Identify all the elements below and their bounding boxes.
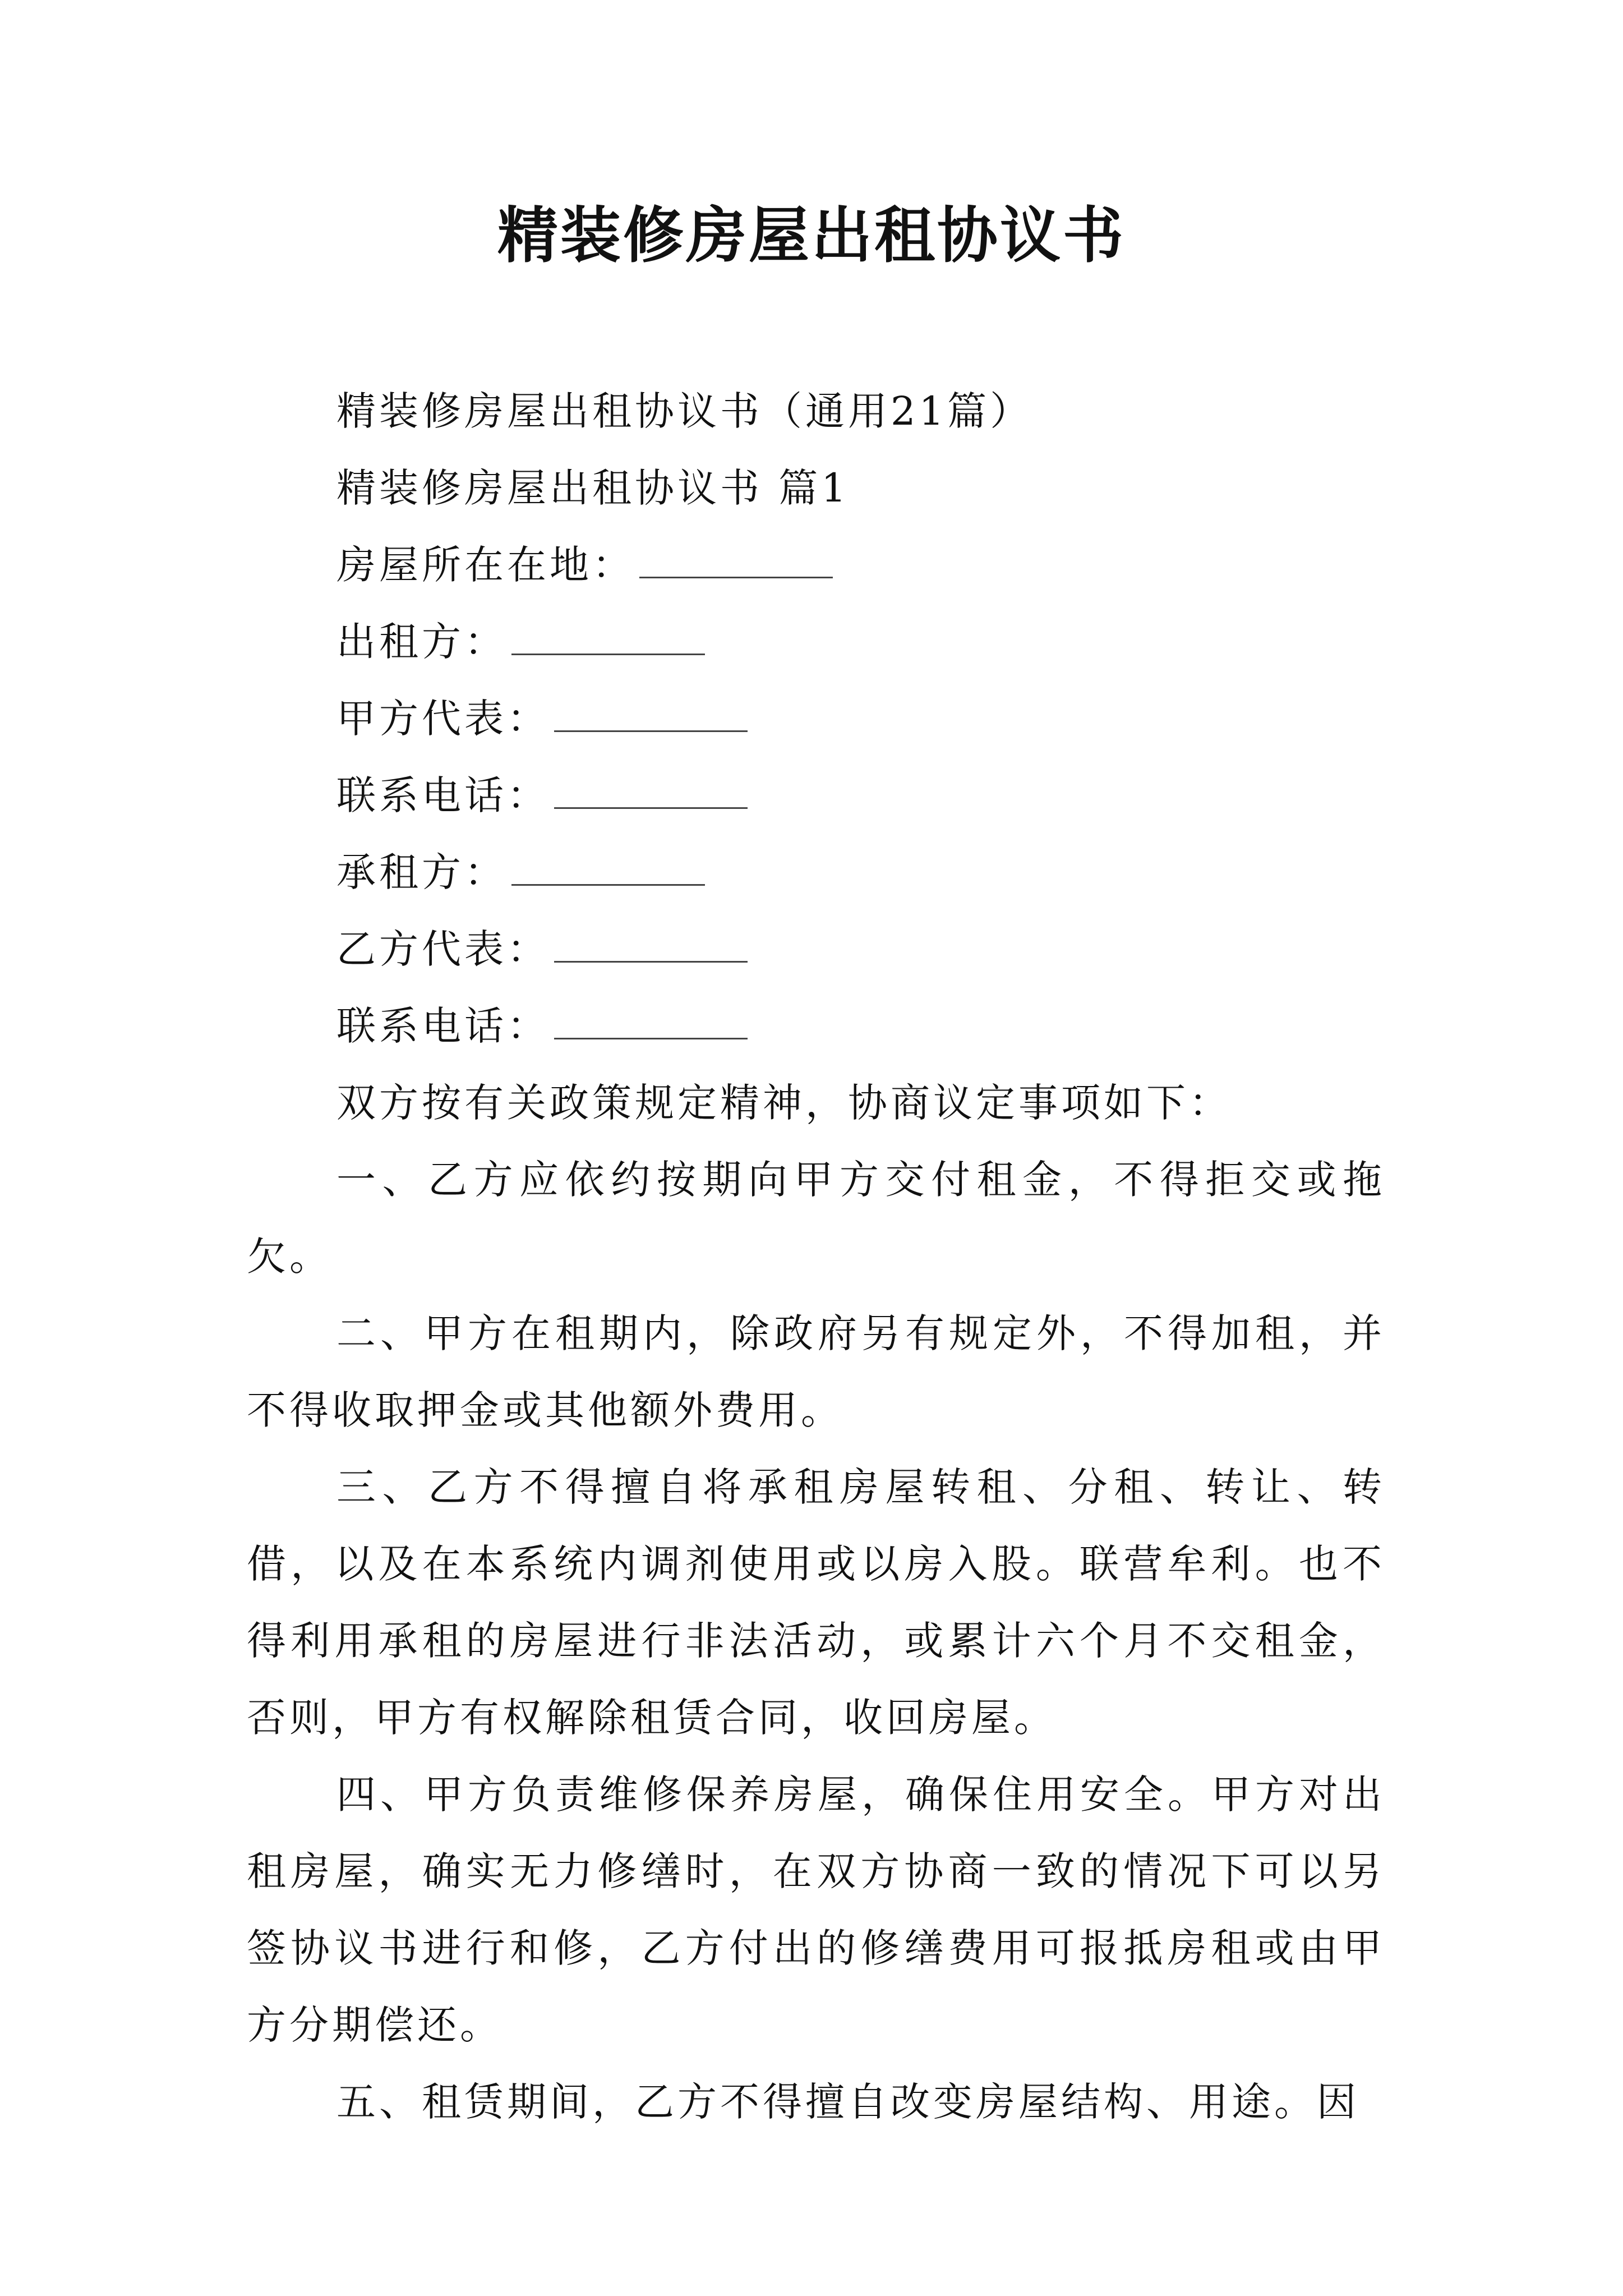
clause-3: 三、乙方不得擅自将承租房屋转租、分租、转让、转借，以及在本系统内调剂使用或以房入股。联营牟利。也不得利用承租的房屋进行非法活动，或累计六个月不交租金，否则，甲方有权解除租赁合同，收回房屋。 — [247, 1464, 1385, 1741]
field-lessee — [247, 834, 1385, 911]
field-label: 联系电话： — [336, 1003, 550, 1049]
field-lessor — [247, 604, 1385, 680]
field-label: 房屋所在在地： — [336, 542, 635, 588]
fill-in-blank — [554, 700, 748, 732]
clause-5: 五、租赁期间，乙方不得擅自改变房屋结构、用途。因 — [336, 2079, 1359, 2125]
field-property-location — [247, 527, 1385, 604]
fill-in-blank — [554, 1007, 748, 1039]
field-label: 乙方代表： — [336, 926, 550, 972]
document-body — [247, 373, 1385, 2141]
field-label: 承租方： — [336, 849, 507, 895]
field-party-b-representative — [247, 911, 1385, 988]
fill-in-blank — [554, 930, 748, 963]
field-party-a-phone — [247, 757, 1385, 834]
fill-in-blank — [511, 853, 705, 886]
section-heading: 精装修房屋出租协议书 篇1 — [336, 465, 850, 511]
fill-in-blank — [639, 546, 833, 578]
field-party-b-phone — [247, 988, 1385, 1065]
fill-in-blank — [511, 623, 705, 655]
intro-paragraph: 双方按有关政策规定精神，协商议定事项如下： — [336, 1080, 1232, 1126]
clause-1: 一、乙方应依约按期向甲方交付租金，不得拒交或拖欠。 — [247, 1157, 1385, 1280]
field-party-a-representative — [247, 680, 1385, 757]
field-label: 出租方： — [336, 619, 507, 665]
clause-4: 四、甲方负责维修保养房屋，确保住用安全。甲方对出租房屋，确实无力修缮时，在双方协商一致的情况下可以另签协议书进行和修，乙方付出的修缮费用可报抵房租或由甲方分期偿还。 — [247, 1772, 1385, 2048]
document-title: 精装修房屋出租协议书 — [497, 200, 1126, 271]
field-label: 联系电话： — [336, 772, 550, 818]
field-label: 甲方代表： — [336, 696, 550, 742]
fill-in-blank — [554, 776, 748, 809]
clause-2: 二、甲方在租期内，除政府另有规定外，不得加租，并不得收取押金或其他额外费用。 — [247, 1310, 1385, 1433]
subtitle: 精装修房屋出租协议书（通用21篇） — [336, 388, 1033, 434]
